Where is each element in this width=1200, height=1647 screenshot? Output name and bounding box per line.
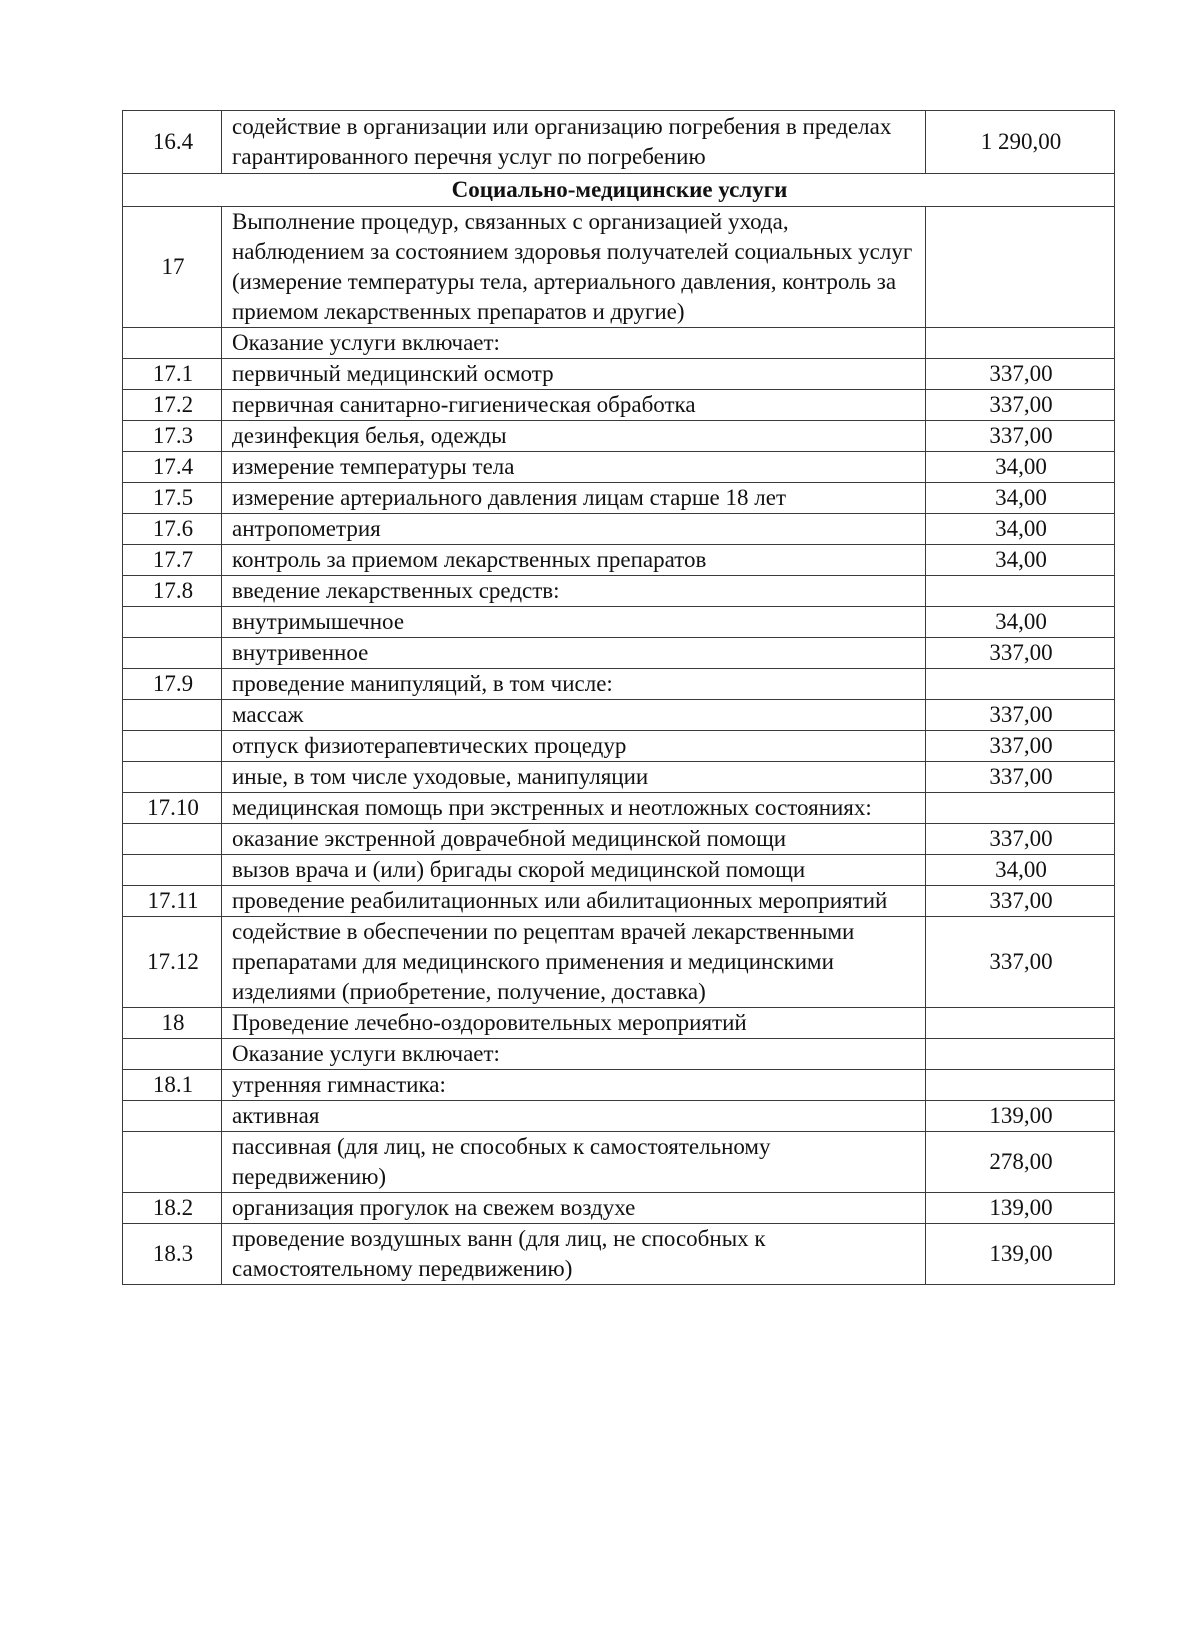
table-row bbox=[123, 638, 1115, 669]
section-title: Социально-медицинские услуги bbox=[123, 174, 1115, 207]
table-row bbox=[123, 483, 1115, 514]
row-description: активная bbox=[222, 1101, 926, 1132]
row-description: Оказание услуги включает: bbox=[222, 1039, 926, 1070]
row-description: содействие в организации или организацию погребения в пределах гарантированного перечня услуг по погребению bbox=[222, 111, 926, 174]
row-price: 337,00 bbox=[926, 824, 1115, 855]
row-number: 18.3 bbox=[123, 1224, 222, 1285]
row-description: антропометрия bbox=[222, 514, 926, 545]
table-row bbox=[123, 762, 1115, 793]
row-price bbox=[926, 1070, 1115, 1101]
row-description: проведение воздушных ванн (для лиц, не способных к самостоятельному передвижению) bbox=[222, 1224, 926, 1285]
row-number: 18.2 bbox=[123, 1193, 222, 1224]
table-row bbox=[123, 607, 1115, 638]
row-description: организация прогулок на свежем воздухе bbox=[222, 1193, 926, 1224]
row-number bbox=[123, 328, 222, 359]
row-description: пассивная (для лиц, не способных к самостоятельному передвижению) bbox=[222, 1132, 926, 1193]
row-description: контроль за приемом лекарственных препаратов bbox=[222, 545, 926, 576]
row-price: 337,00 bbox=[926, 359, 1115, 390]
table-row bbox=[123, 731, 1115, 762]
row-number: 17.6 bbox=[123, 514, 222, 545]
table-row bbox=[123, 390, 1115, 421]
row-number bbox=[123, 1132, 222, 1193]
table-row bbox=[123, 111, 1115, 174]
row-price: 278,00 bbox=[926, 1132, 1115, 1193]
table-row bbox=[123, 1193, 1115, 1224]
row-description: проведение реабилитационных или абилитационных мероприятий bbox=[222, 886, 926, 917]
table-row bbox=[123, 886, 1115, 917]
row-price: 337,00 bbox=[926, 731, 1115, 762]
table-row bbox=[123, 855, 1115, 886]
row-number: 17.11 bbox=[123, 886, 222, 917]
table-row bbox=[123, 1008, 1115, 1039]
row-description: содействие в обеспечении по рецептам врачей лекарственными препаратами для медицинского применения и медицинскими изделиями (приобретение, получение, доставка) bbox=[222, 917, 926, 1008]
table-row bbox=[123, 1070, 1115, 1101]
table-row bbox=[123, 1224, 1115, 1285]
row-number: 17.3 bbox=[123, 421, 222, 452]
row-description: медицинская помощь при экстренных и неотложных состояниях: bbox=[222, 793, 926, 824]
row-number bbox=[123, 855, 222, 886]
table-row bbox=[123, 359, 1115, 390]
table-row bbox=[123, 1132, 1115, 1193]
table-row bbox=[123, 700, 1115, 731]
row-price: 337,00 bbox=[926, 638, 1115, 669]
row-price bbox=[926, 1008, 1115, 1039]
row-number: 17.4 bbox=[123, 452, 222, 483]
row-description: Оказание услуги включает: bbox=[222, 328, 926, 359]
table-row bbox=[123, 452, 1115, 483]
row-number bbox=[123, 638, 222, 669]
table-row bbox=[123, 824, 1115, 855]
table-row bbox=[123, 576, 1115, 607]
table-row bbox=[123, 207, 1115, 328]
row-price: 337,00 bbox=[926, 421, 1115, 452]
row-number: 17.9 bbox=[123, 669, 222, 700]
row-price: 34,00 bbox=[926, 855, 1115, 886]
row-description: массаж bbox=[222, 700, 926, 731]
row-description: иные, в том числе уходовые, манипуляции bbox=[222, 762, 926, 793]
row-price: 34,00 bbox=[926, 483, 1115, 514]
row-price: 337,00 bbox=[926, 390, 1115, 421]
row-number: 17.8 bbox=[123, 576, 222, 607]
row-number: 17 bbox=[123, 207, 222, 328]
row-description: дезинфекция белья, одежды bbox=[222, 421, 926, 452]
row-price: 337,00 bbox=[926, 700, 1115, 731]
row-price bbox=[926, 1039, 1115, 1070]
row-number bbox=[123, 700, 222, 731]
row-number bbox=[123, 607, 222, 638]
row-number: 17.12 bbox=[123, 917, 222, 1008]
row-description: оказание экстренной доврачебной медицинской помощи bbox=[222, 824, 926, 855]
row-price bbox=[926, 576, 1115, 607]
row-description: вызов врача и (или) бригады скорой медицинской помощи bbox=[222, 855, 926, 886]
table-row bbox=[123, 328, 1115, 359]
row-price: 337,00 bbox=[926, 886, 1115, 917]
row-price bbox=[926, 207, 1115, 328]
row-number bbox=[123, 731, 222, 762]
row-price bbox=[926, 328, 1115, 359]
table-row bbox=[123, 514, 1115, 545]
section-header-row bbox=[123, 174, 1115, 207]
table-row bbox=[123, 1039, 1115, 1070]
table-row bbox=[123, 545, 1115, 576]
row-price: 139,00 bbox=[926, 1101, 1115, 1132]
row-price bbox=[926, 669, 1115, 700]
row-price: 139,00 bbox=[926, 1224, 1115, 1285]
row-number bbox=[123, 1101, 222, 1132]
row-price: 337,00 bbox=[926, 762, 1115, 793]
row-number bbox=[123, 762, 222, 793]
table-row bbox=[123, 793, 1115, 824]
row-number bbox=[123, 1039, 222, 1070]
row-number: 18 bbox=[123, 1008, 222, 1039]
row-number: 18.1 bbox=[123, 1070, 222, 1101]
row-number: 17.5 bbox=[123, 483, 222, 514]
row-description: внутримышечное bbox=[222, 607, 926, 638]
table-row bbox=[123, 1101, 1115, 1132]
row-description: измерение температуры тела bbox=[222, 452, 926, 483]
row-description: первичный медицинский осмотр bbox=[222, 359, 926, 390]
table-row bbox=[123, 917, 1115, 1008]
table-row bbox=[123, 421, 1115, 452]
tariff-table bbox=[122, 110, 1115, 1285]
row-price bbox=[926, 793, 1115, 824]
row-number: 17.7 bbox=[123, 545, 222, 576]
row-description: введение лекарственных средств: bbox=[222, 576, 926, 607]
row-description: Выполнение процедур, связанных с организацией ухода, наблюдением за состоянием здоровья получателей социальных услуг (измерение температуры тела, артериального давления, контроль за приемом лекарственных препаратов и другие) bbox=[222, 207, 926, 328]
row-price: 337,00 bbox=[926, 917, 1115, 1008]
row-price: 139,00 bbox=[926, 1193, 1115, 1224]
row-price: 1 290,00 bbox=[926, 111, 1115, 174]
row-description: отпуск физиотерапевтических процедур bbox=[222, 731, 926, 762]
row-price: 34,00 bbox=[926, 607, 1115, 638]
row-number: 17.1 bbox=[123, 359, 222, 390]
row-description: внутривенное bbox=[222, 638, 926, 669]
row-description: проведение манипуляций, в том числе: bbox=[222, 669, 926, 700]
row-number: 16.4 bbox=[123, 111, 222, 174]
row-description: утренняя гимнастика: bbox=[222, 1070, 926, 1101]
row-price: 34,00 bbox=[926, 545, 1115, 576]
row-number: 17.10 bbox=[123, 793, 222, 824]
row-description: измерение артериального давления лицам старше 18 лет bbox=[222, 483, 926, 514]
row-number bbox=[123, 824, 222, 855]
row-number: 17.2 bbox=[123, 390, 222, 421]
row-description: первичная санитарно-гигиеническая обработка bbox=[222, 390, 926, 421]
row-price: 34,00 bbox=[926, 514, 1115, 545]
row-description: Проведение лечебно-оздоровительных мероприятий bbox=[222, 1008, 926, 1039]
row-price: 34,00 bbox=[926, 452, 1115, 483]
table-row bbox=[123, 669, 1115, 700]
